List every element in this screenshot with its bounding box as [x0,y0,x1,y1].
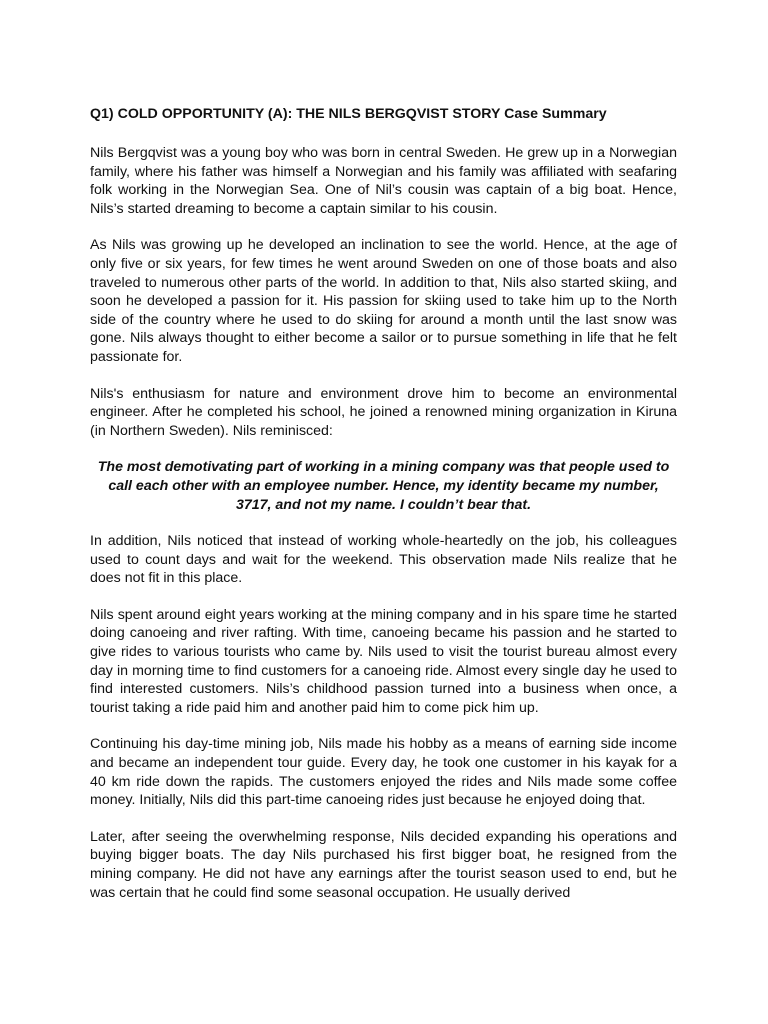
paragraph-expansion: Later, after seeing the overwhelming response, Nils decided expanding his operations and buying bigger boats. The day Nils purchased his first bigger boat, he resigned from the mining company. He did not have any earnings after the tourist season used to end, but he was certain that he could find some seasonal occupation. He usually derived [90,828,677,901]
document-title: Q1) COLD OPPORTUNITY (A): THE NILS BERGQVIST STORY Case Summary [90,106,607,122]
paragraph-tour-guide: Continuing his day-time mining job, Nils made his hobby as a means of earning side income and became an independent tour guide. Every day, he took one customer in his kayak for a 40 km ride down the rapids. The customers enjoyed the rides and Nils made some coffee money. Initially, Nils did this part-time canoeing rides just because he enjoyed doing that. [90,736,677,809]
paragraph-early-life: Nils Bergqvist was a young boy who was born in central Sweden. He grew up in a Norwegian family, where his father was himself a Norwegian and his family was affiliated with seafaring folk working in the Norwegian Sea. One of Nil’s cousin was captain of a big boat. Hence, Nils’s started dreaming to become a captain similar to his cousin. [90,145,677,217]
paragraph-colleagues: In addition, Nils noticed that instead of working whole-heartedly on the job, his colleagues used to count days and wait for the weekend. This observation made Nils realize that he does not fit in this place. [90,533,677,587]
quote-paragraph: The most demotivating part of working in a mining company was that people used to call each other with an employee number. Hence, my identity became my number, 3717, and not my name. I couldn’t bear that. [97,459,670,513]
paragraph-canoeing: Nils spent around eight years working at the mining company and in his spare time he started doing canoeing and river rafting. With time, canoeing became his passion and he started to give rides to various tourists who came by. Nils used to visit the tourist bureau almost every day in morning time to find customers for a canoeing ride. Almost every single day he used to find interested customers. Nils’s childhood passion turned into a business when once, a tourist taking a ride paid him and another paid him to come pick him up. [90,606,677,716]
paragraph-engineering: Nils's enthusiasm for nature and environment drove him to become an environmental engineer. After he completed his school, he joined a renowned mining organization in Kiruna (in Northern Sweden). Nils reminisced: [90,385,677,439]
document-page [90,105,677,920]
paragraph-growing-up: As Nils was growing up he developed an inclination to see the world. Hence, at the age of only five or six years, for few times he went around Sweden on one of those boats and also traveled to numerous other parts of the world. In addition to that, Nils also started skiing, and soon he developed a passion for it. His passion for skiing used to take him up to the North side of the country where he used to do skiing for around a month until the last snow was gone. Nils always thought to either become a sailor or to pursue something in life that he felt passionate for. [90,237,677,365]
